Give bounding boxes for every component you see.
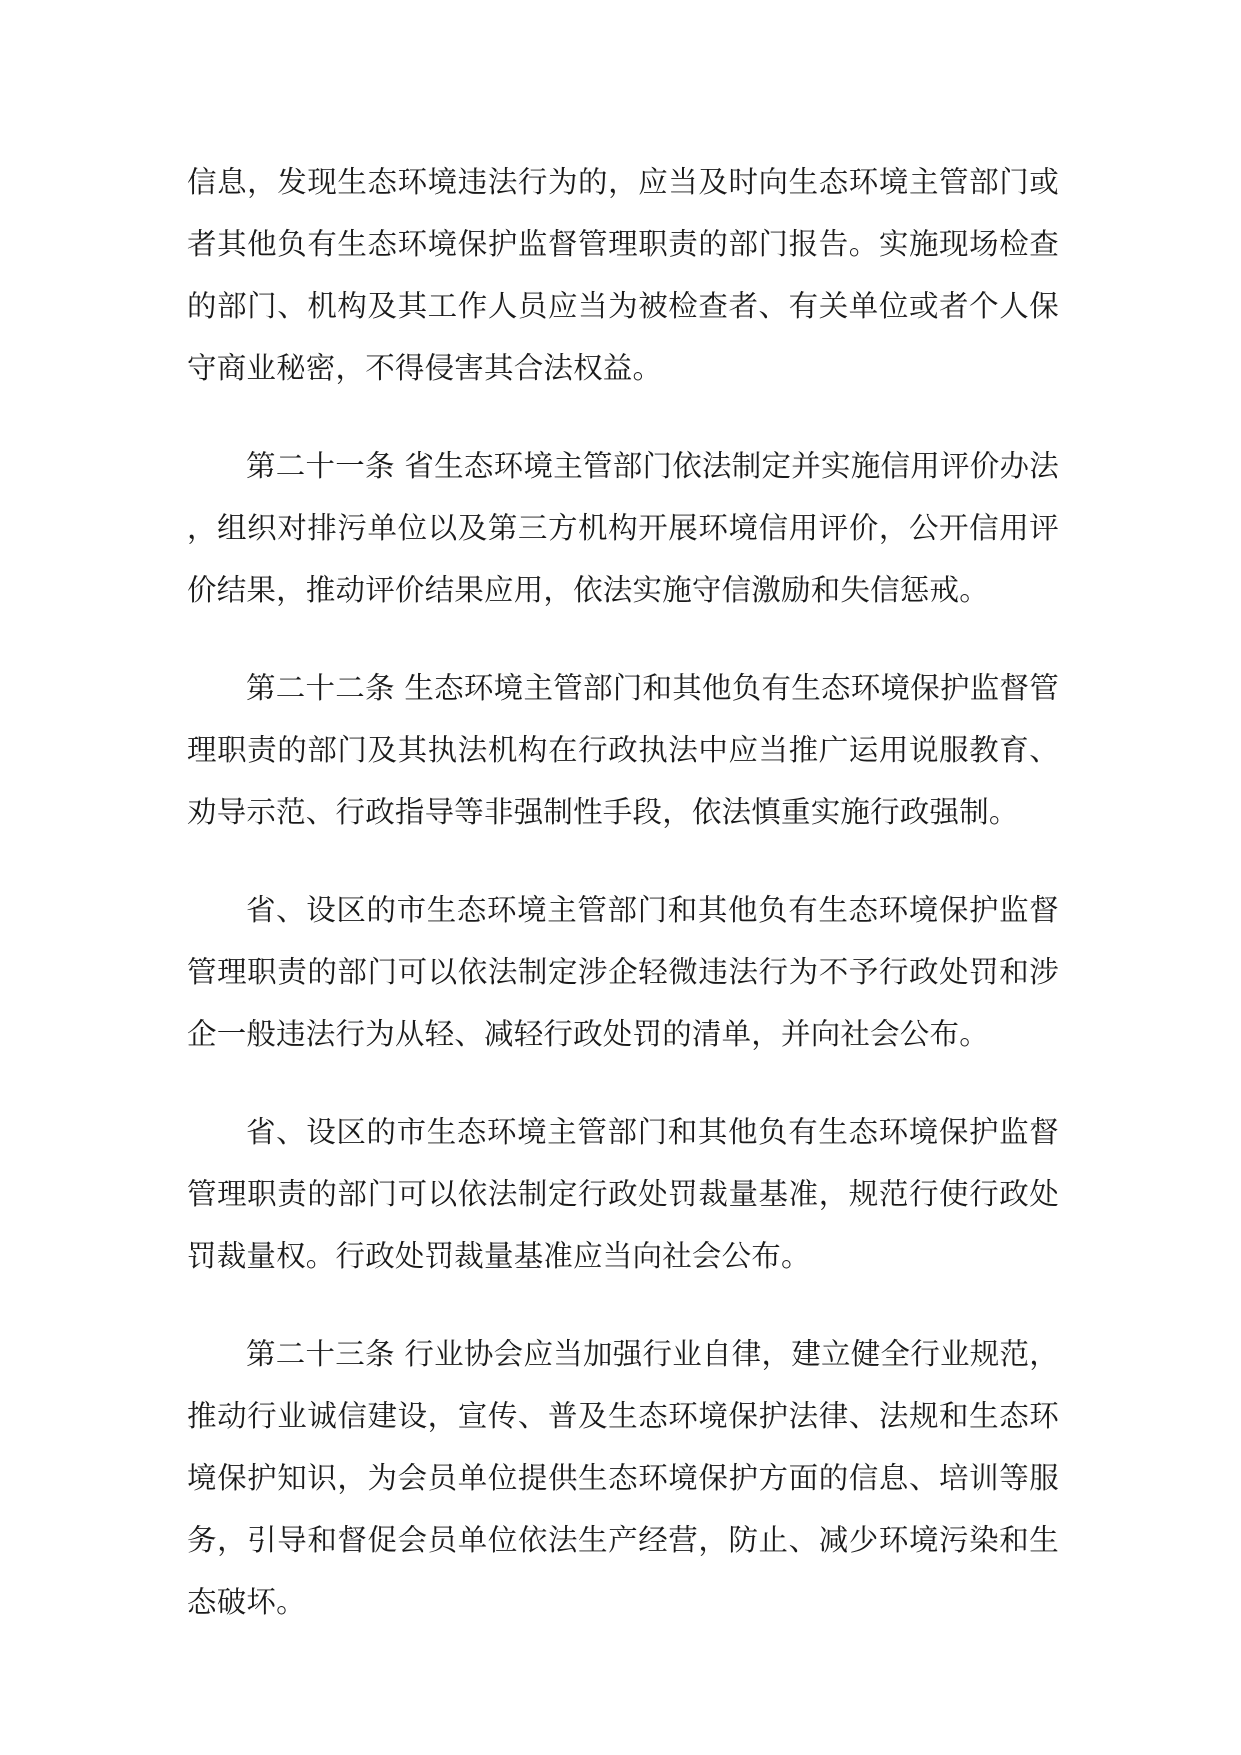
paragraph-article-21: 第二十一条 省生态环境主管部门依法制定并实施信用评价办法，组织对排污单位以及第三方机构开展环境信用评价，公开信用评价结果，推动评价结果应用，依法实施守信激励和失信惩戒。 xyxy=(187,449,1059,607)
paragraph-continuation: 信息，发现生态环境违法行为的，应当及时向生态环境主管部门或者其他负有生态环境保护监督管理职责的部门报告。实施现场检查的部门、机构及其工作人员应当为被检查者、有关单位或者个人保守商业秘密，不得侵害其合法权益。 xyxy=(187,165,1059,385)
paragraph-article-22-clause-3: 省、设区的市生态环境主管部门和其他负有生态环境保护监督管理职责的部门可以依法制定行政处罚裁量基准，规范行使行政处罚裁量权。行政处罚裁量基准应当向社会公布。 xyxy=(187,1115,1059,1273)
document-body xyxy=(187,151,1059,1633)
paragraph-article-22-clause-2: 省、设区的市生态环境主管部门和其他负有生态环境保护监督管理职责的部门可以依法制定涉企轻微违法行为不予行政处罚和涉企一般违法行为从轻、减轻行政处罚的清单，并向社会公布。 xyxy=(187,893,1059,1051)
paragraph-article-22: 第二十二条 生态环境主管部门和其他负有生态环境保护监督管理职责的部门及其执法机构在行政执法中应当推广运用说服教育、劝导示范、行政指导等非强制性手段，依法慎重实施行政强制。 xyxy=(187,671,1059,829)
paragraph-article-23: 第二十三条 行业协会应当加强行业自律，建立健全行业规范，推动行业诚信建设，宣传、普及生态环境保护法律、法规和生态环境保护知识，为会员单位提供生态环境保护方面的信息、培训等服务，引导和督促会员单位依法生产经营，防止、减少环境污染和生态破坏。 xyxy=(187,1337,1059,1619)
